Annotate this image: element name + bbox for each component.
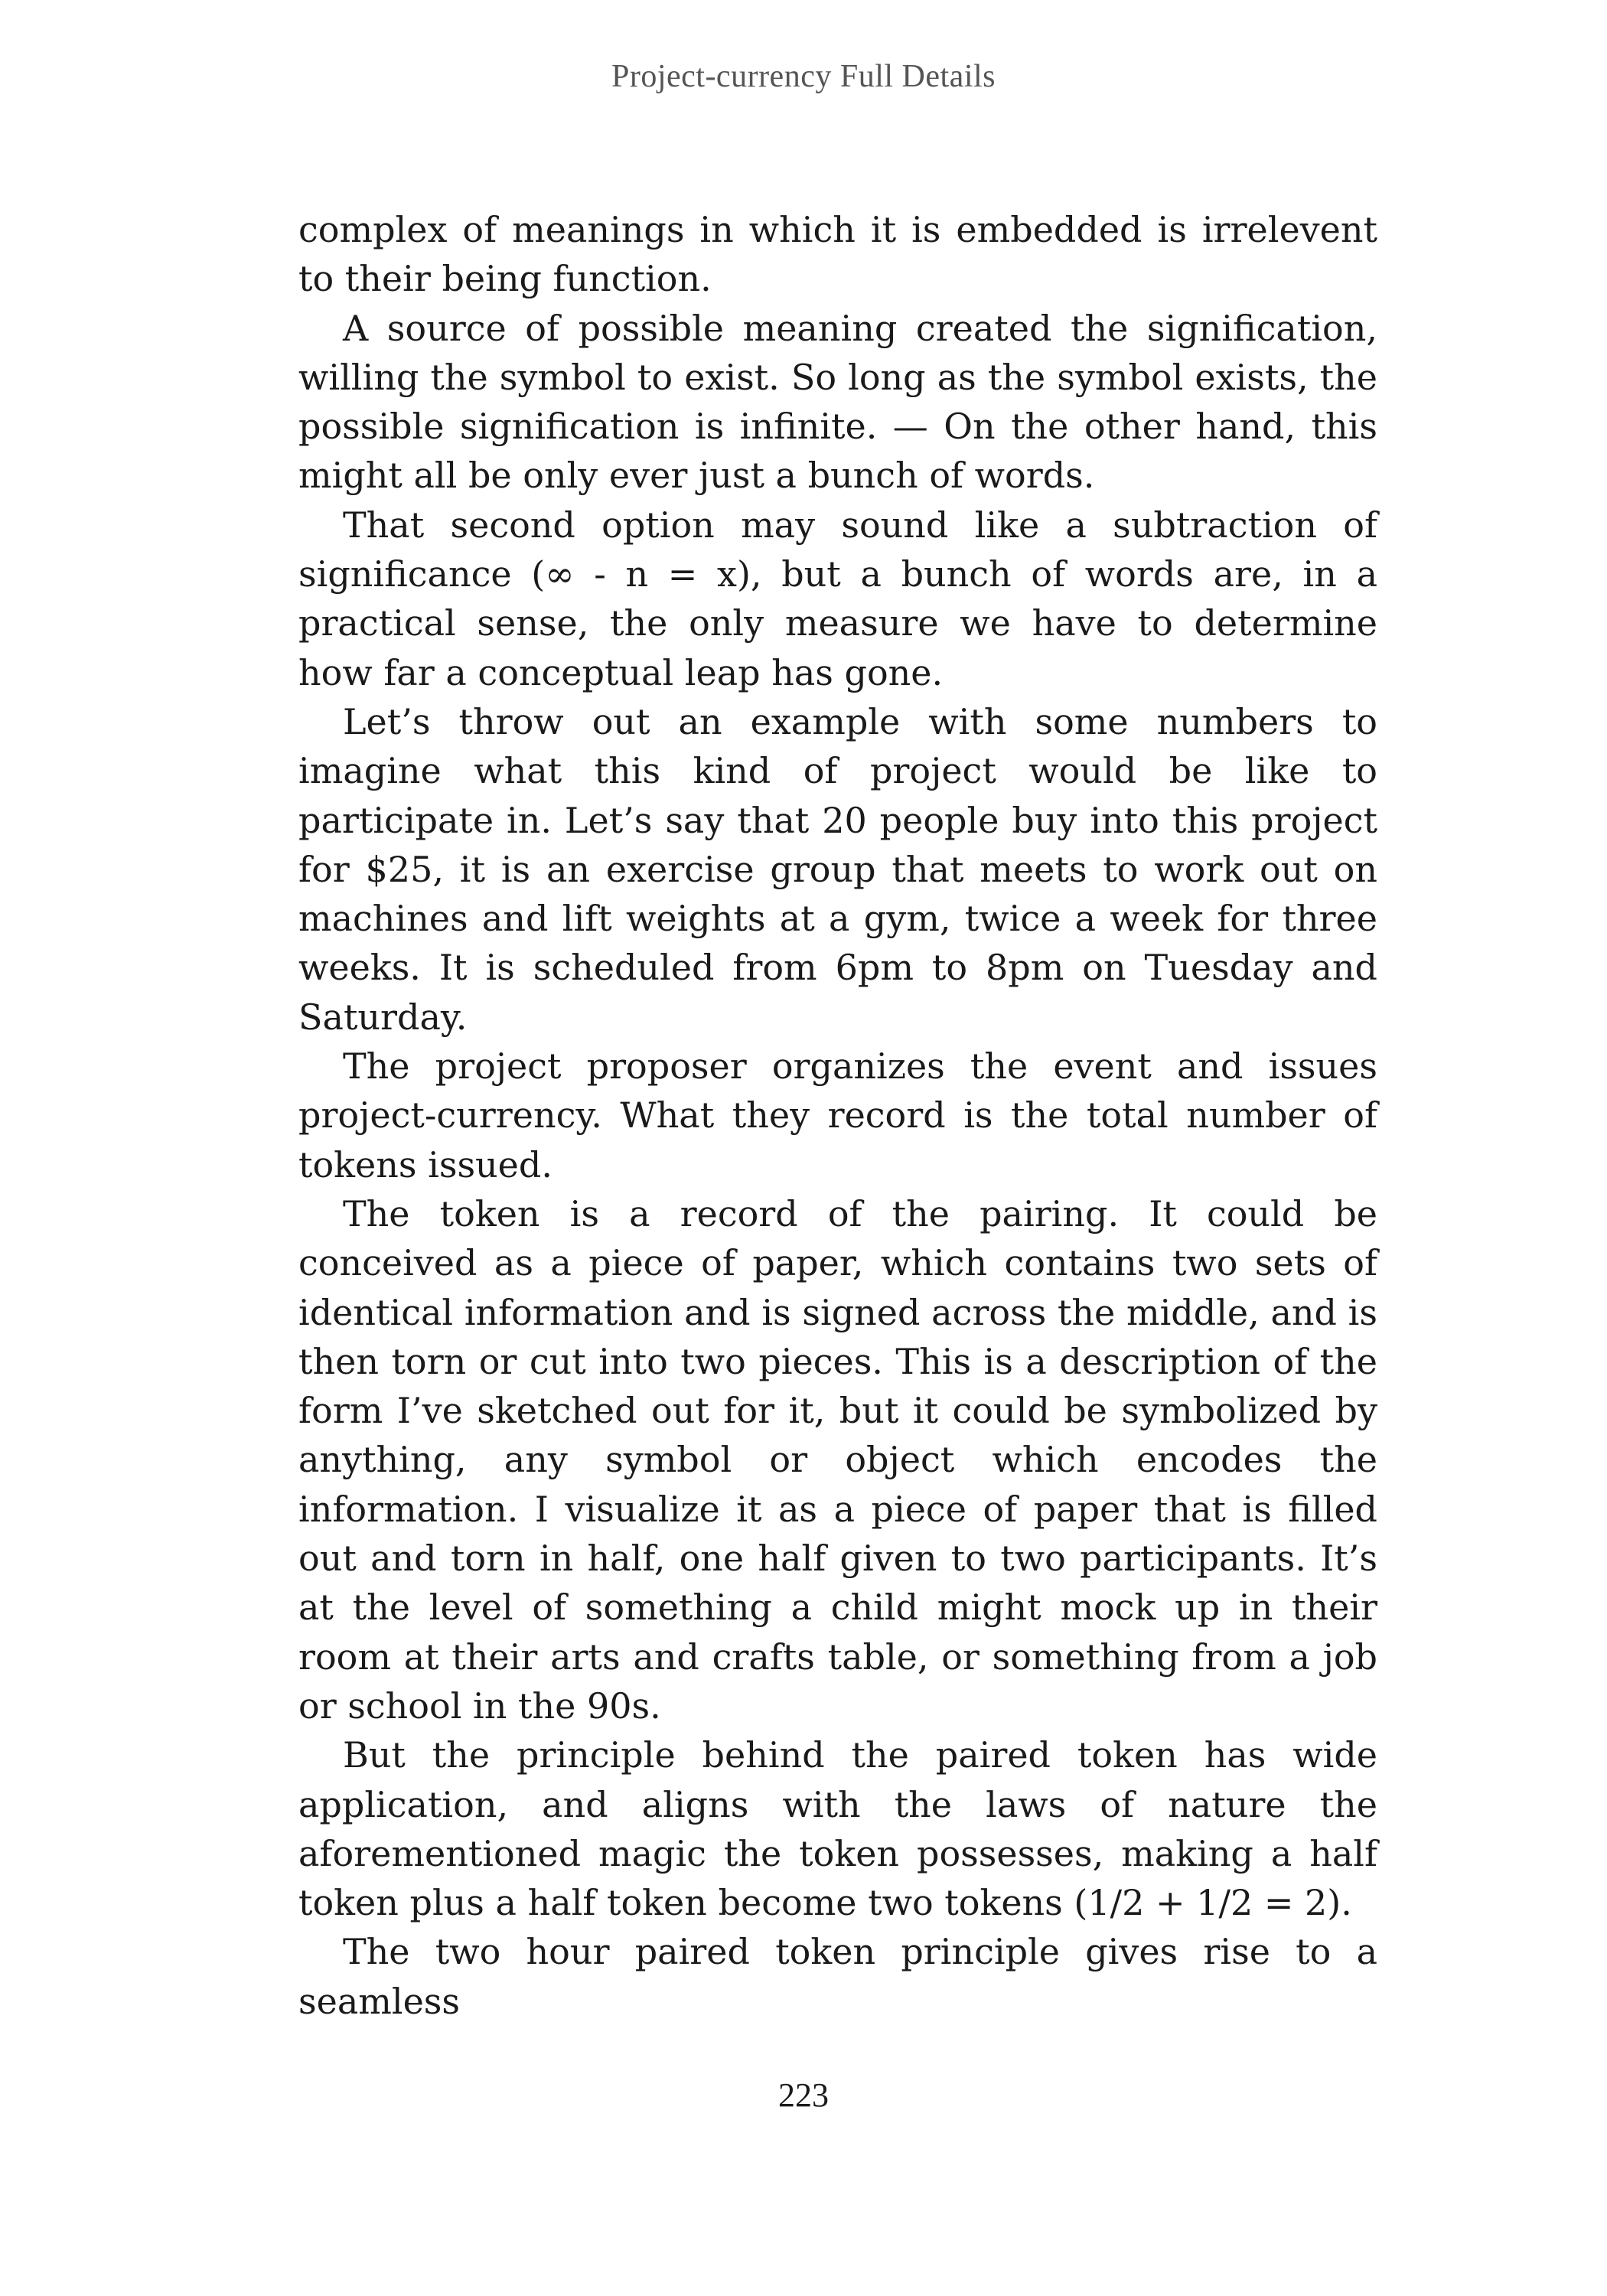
page-number: 223 — [778, 2076, 829, 2114]
paragraph-continued: complex of meanings in which it is embedded is irrelevent to their being function. — [298, 209, 1377, 300]
paragraph: The project proposer organizes the event and issues project-currency. What they record is the total number of tokens issued. — [298, 1045, 1377, 1186]
paragraph: Let’s throw out an example with some numbers to imagine what this kind of project would be like to participate in. Let’s say that 20 people buy into this project for $25, it is an exercise group that meets to work out on machines and lift weights at a gym, twice a week for three weeks. It is scheduled from 6pm to 8pm on Tuesday and Saturday. — [298, 700, 1377, 1038]
body-text — [298, 205, 1377, 2026]
paragraph: The token is a record of the pairing. It could be conceived as a piece of paper, which contains two sets of identical information and is signed across the middle, and is then torn or cut into two pieces. This is a description of the form I’ve sketched out for it, but it could be symbolized by anything, any symbol or object which encodes the information. I visualize it as a piece of paper that is filled out and torn in half, one half given to two participants. It’s at the level of something a child might mock up in their room at their arts and crafts table, or something from a job or school in the 90s. — [298, 1192, 1377, 1727]
paragraph: But the principle behind the paired token has wide application, and aligns with the laws of nature the aforementioned magic the token possesses, making a half token plus a half token become two tokens (1/2 + 1/2 = 2). — [298, 1734, 1377, 1924]
running-header: Project-currency Full Details — [611, 59, 996, 94]
paragraph: The two hour paired token principle gives rise to a seamless — [298, 1931, 1377, 2022]
paragraph: That second option may sound like a subtraction of significance (∞ - n = x), but a bunch of words are, in a practical sense, the only measure we have to determine how far a conceptual leap has gone. — [298, 504, 1377, 693]
paragraph: A source of possible meaning created the signification, willing the symbol to exist. So long as the symbol exists, the possible signification is infinite. — On the other hand, this might all be only ever just a bunch of words. — [298, 307, 1377, 497]
